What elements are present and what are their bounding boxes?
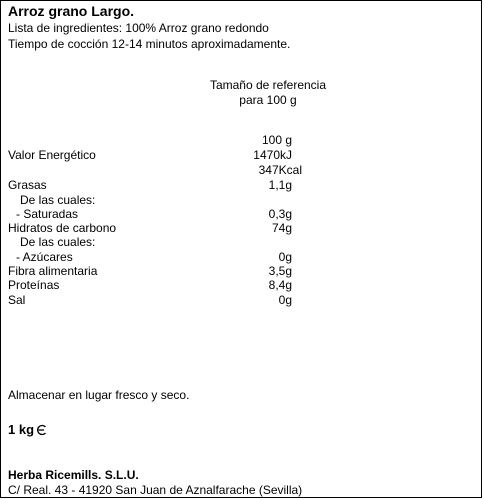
nutrient-label-protein: Proteínas	[8, 278, 60, 292]
company-address: C/ Real. 43 - 41920 San Juan de Aznalfarache (Sevilla)	[8, 483, 303, 497]
column-header-100g: 100 g	[261, 133, 292, 147]
nutrient-value-protein: 8,4g	[268, 278, 292, 292]
nutrient-label-fat: Grasas	[8, 178, 47, 192]
product-title: Arroz grano Largo.	[8, 3, 135, 19]
energy-kj-value: 1470kJ	[253, 148, 292, 162]
energy-kcal-value: 347Kcal	[258, 163, 302, 177]
storage-instructions: Almacenar en lugar fresco y seco.	[8, 388, 190, 402]
reference-size-line2: para 100 g	[239, 93, 297, 107]
nutrient-label-sugars: - Azúcares	[16, 250, 73, 264]
nutrient-value-carbohydrates: 74g	[271, 221, 292, 235]
reference-size-line1: Tamaño de referencia	[209, 78, 327, 92]
nutrient-label-fibre: Fibra alimentaria	[8, 264, 98, 278]
energy-label: Valor Energético	[8, 148, 96, 162]
nutrient-value-salt: 0g	[278, 293, 292, 307]
estimated-e-mark-icon	[36, 424, 48, 436]
nutrient-value-saturated: 0,3g	[268, 207, 292, 221]
nutrient-value-fibre: 3,5g	[268, 264, 292, 278]
net-weight-value: 1 kg	[8, 422, 35, 437]
nutrient-value-sugars: 0g	[278, 250, 292, 264]
cooking-time-text: Tiempo de cocción 12-14 minutos aproximadamente.	[8, 37, 291, 51]
company-name: Herba Ricemills. S.L.U.	[8, 468, 139, 482]
nutrient-label-saturated: - Saturadas	[16, 207, 79, 221]
nutrient-label-carbohydrates: Hidratos de carbono	[8, 221, 117, 235]
nutrient-label-of-which-1: De las cuales:	[20, 193, 96, 207]
net-weight	[8, 423, 48, 436]
nutrient-label-of-which-2: De las cuales:	[20, 235, 96, 249]
ingredients-text: Lista de ingredientes: 100% Arroz grano redondo	[8, 21, 269, 35]
nutrient-value-fat: 1,1g	[268, 178, 292, 192]
nutrient-label-salt: Sal	[8, 293, 26, 307]
